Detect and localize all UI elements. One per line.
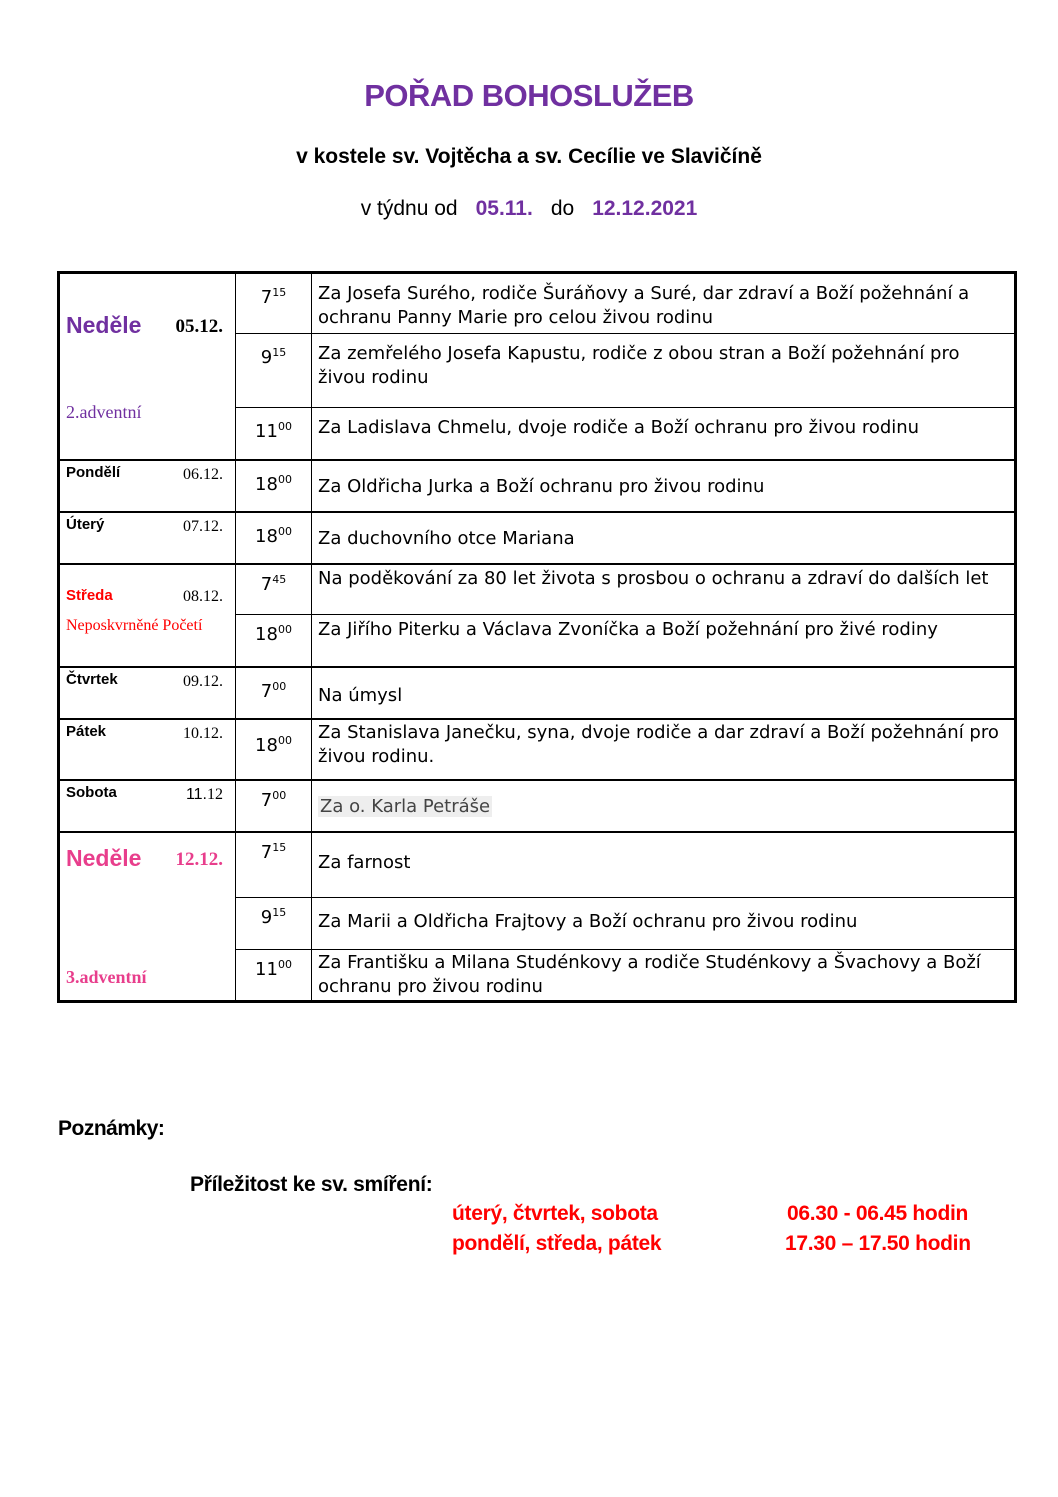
- day-cell-monday: [59, 460, 236, 512]
- confession-days: pondělí, středa, pátek: [452, 1232, 662, 1255]
- day-name: Neděle: [66, 312, 142, 338]
- mass-time: $7^{00}$: [236, 780, 312, 832]
- mass-time: $7^{00}$: [236, 667, 312, 719]
- mass-intention: Na úmysl: [312, 667, 1016, 719]
- week-mid: do: [550, 197, 575, 220]
- day-note: 3.adventní: [66, 966, 147, 987]
- mass-intention: Za Ladislava Chmelu, dvoje rodiče a Boží ochranu pro živou rodinu: [312, 408, 1016, 460]
- day-cell-thursday: [59, 667, 236, 719]
- mass-intention: Za farnost: [312, 832, 1016, 898]
- day-name: Čtvrtek: [66, 670, 118, 688]
- day-date: 12.12.: [175, 848, 223, 870]
- day-name: Neděle: [66, 844, 142, 871]
- confession-label: Příležitost ke sv. smíření:: [190, 1173, 433, 1196]
- day-cell-tuesday: [59, 512, 236, 564]
- mass-time: $18^{00}$: [236, 719, 312, 780]
- table-row: [59, 564, 1016, 615]
- confession-time: 17.30 – 17.50 hodin: [785, 1232, 971, 1255]
- day-cell-wednesday: [59, 564, 236, 667]
- day-cell-saturday: [59, 780, 236, 832]
- day-date: 05.12.: [175, 316, 223, 337]
- mass-time: $18^{00}$: [236, 460, 312, 512]
- mass-intention: Za duchovního otce Mariana: [312, 512, 1016, 564]
- day-cell-sunday-1: [59, 273, 236, 460]
- day-name: Úterý: [66, 515, 105, 533]
- table-row: [59, 832, 1016, 898]
- table-row: [59, 719, 1016, 780]
- date-from: 05.11.: [475, 197, 533, 220]
- mass-intention: Za o. Karla Petráše: [312, 780, 1016, 832]
- table-row: [59, 780, 1016, 832]
- day-name: Středa: [66, 586, 113, 604]
- mass-intention: Za zemřelého Josefa Kapustu, rodiče z obou stran a Boží požehnání pro živou rodinu: [312, 334, 1016, 408]
- mass-intention: Za Stanislava Janečku, syna, dvoje rodiče a dar zdraví a Boží požehnání pro živou rodinu.: [312, 719, 1016, 780]
- day-cell-friday: [59, 719, 236, 780]
- mass-time: $11^{00}$: [236, 950, 312, 1002]
- mass-intention: Za Josefa Surého, rodiče Šuráňovy a Suré, dar zdraví a Boží požehnání a ochranu Panny Marie pro celou živou rodinu: [312, 273, 1016, 334]
- mass-intention: Na poděkování za 80 let života s prosbou o ochranu a zdraví do dalších let: [312, 564, 1016, 615]
- mass-intention: Za Oldřicha Jurka a Boží ochranu pro živou rodinu: [312, 460, 1016, 512]
- day-cell-sunday-2: [59, 832, 236, 1002]
- mass-time: $7^{15}$: [236, 273, 312, 334]
- mass-time: $18^{00}$: [236, 512, 312, 564]
- mass-time: $11^{00}$: [236, 408, 312, 460]
- table-row: [59, 512, 1016, 564]
- day-date: 09.12.: [183, 672, 223, 690]
- day-date: 06.12.: [183, 465, 223, 483]
- mass-time: $7^{45}$: [236, 564, 312, 615]
- mass-intention: Za Františku a Milana Studénkovy a rodiče Studénkovy a Švachovy a Boží ochranu pro živou rodinu: [312, 950, 1016, 1002]
- confession-time: 06.30 - 06.45 hodin: [787, 1202, 969, 1225]
- day-name: Pondělí: [66, 463, 121, 481]
- day-date: 08.12.: [183, 587, 223, 605]
- day-date: 10.12.: [183, 724, 223, 742]
- date-to: 12.12.2021: [592, 197, 698, 220]
- mass-time: $18^{00}$: [236, 615, 312, 667]
- church-subtitle: v kostele sv. Vojtěcha a sv. Cecílie ve Slavičíně: [296, 145, 762, 168]
- week-range: [0, 197, 1058, 221]
- week-prefix: v týdnu od: [360, 197, 458, 220]
- day-date: 11.12: [185, 785, 223, 803]
- table-row: [59, 667, 1016, 719]
- table-row: [59, 460, 1016, 512]
- confession-days: úterý, čtvrtek, sobota: [452, 1202, 658, 1225]
- day-note: 2.adventní: [66, 402, 142, 422]
- mass-time: $9^{15}$: [236, 334, 312, 408]
- mass-intention: Za Marii a Oldřicha Frajtovy a Boží ochranu pro živou rodinu: [312, 898, 1016, 950]
- mass-time: $7^{15}$: [236, 832, 312, 898]
- day-note: Neposkvrněné Početí: [66, 616, 203, 634]
- day-date: 07.12.: [183, 517, 223, 535]
- day-name: Sobota: [66, 783, 117, 801]
- schedule-table: [57, 271, 1017, 1003]
- mass-time: $9^{15}$: [236, 898, 312, 950]
- mass-intention: Za Jiřího Piterku a Václava Zvoníčka a Boží požehnání pro živé rodiny: [312, 615, 1016, 667]
- notes-label: Poznámky:: [58, 1117, 165, 1140]
- page-title: POŘAD BOHOSLUŽEB: [364, 78, 694, 113]
- day-name: Pátek: [66, 722, 107, 740]
- table-row: [59, 273, 1016, 334]
